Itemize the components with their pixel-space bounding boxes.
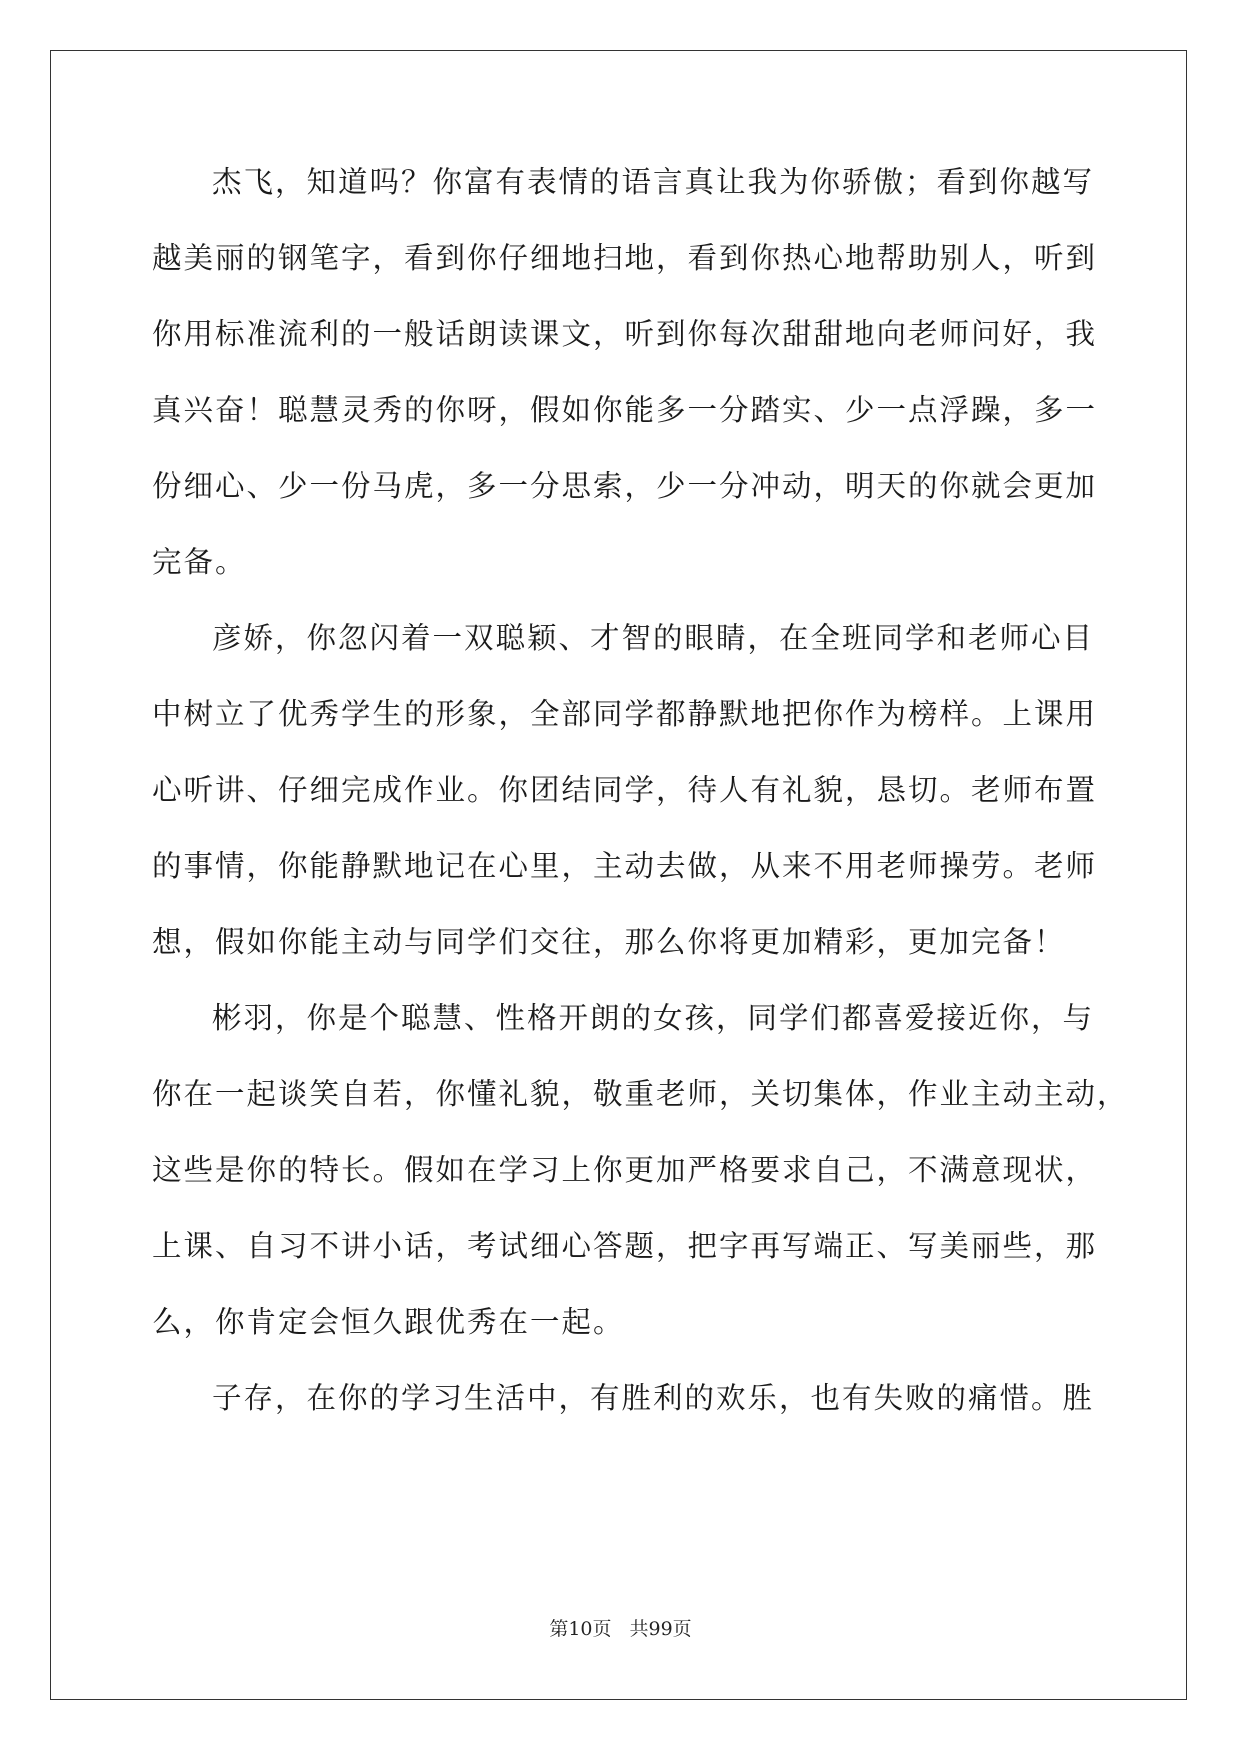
page-footer <box>0 1614 1241 1641</box>
text-line: 份细心、少一份马虎，多一分思索，少一分冲动，明天的你就会更加 <box>152 469 1098 503</box>
text-line: 彬羽，你是个聪慧、性格开朗的女孩，同学们都喜爱接近你，与 <box>212 1001 1095 1035</box>
text-line: 你在一起谈笑自若，你懂礼貌，敬重老师，关切集体，作业主动主动， <box>152 1077 1129 1111</box>
text-line: 中树立了优秀学生的形象，全部同学都静默地把你作为榜样。上课用 <box>152 697 1098 731</box>
text-line: 心听讲、仔细完成作业。你团结同学，待人有礼貌，恳切。老师布置 <box>152 773 1098 807</box>
text-line: 么，你肯定会恒久跟优秀在一起。 <box>152 1305 625 1339</box>
text-line: 越美丽的钢笔字，看到你仔细地扫地，看到你热心地帮助别人，听到 <box>152 241 1098 275</box>
text-line: 完备。 <box>152 545 247 579</box>
text-line: 你用标准流利的一般话朗读课文，听到你每次甜甜地向老师问好，我 <box>152 317 1098 351</box>
page-total: 共99页 <box>629 1618 692 1640</box>
text-line: 子存，在你的学习生活中，有胜利的欢乐，也有失败的痛惜。胜 <box>212 1381 1095 1415</box>
text-line: 这些是你的特长。假如在学习上你更加严格要求自己，不满意现状， <box>152 1153 1098 1187</box>
page-number: 第10页 <box>549 1618 612 1640</box>
text-line: 彦娇，你忽闪着一双聪颖、才智的眼睛，在全班同学和老师心目 <box>212 621 1095 655</box>
text-line: 杰飞，知道吗？你富有表情的语言真让我为你骄傲；看到你越写 <box>212 165 1095 199</box>
text-line: 真兴奋！聪慧灵秀的你呀，假如你能多一分踏实、少一点浮躁，多一 <box>152 393 1098 427</box>
text-line: 的事情，你能静默地记在心里，主动去做，从来不用老师操劳。老师 <box>152 849 1098 883</box>
text-line: 上课、自习不讲小话，考试细心答题，把字再写端正、写美丽些，那 <box>152 1229 1098 1263</box>
text-line: 想，假如你能主动与同学们交往，那么你将更加精彩，更加完备！ <box>152 925 1066 959</box>
